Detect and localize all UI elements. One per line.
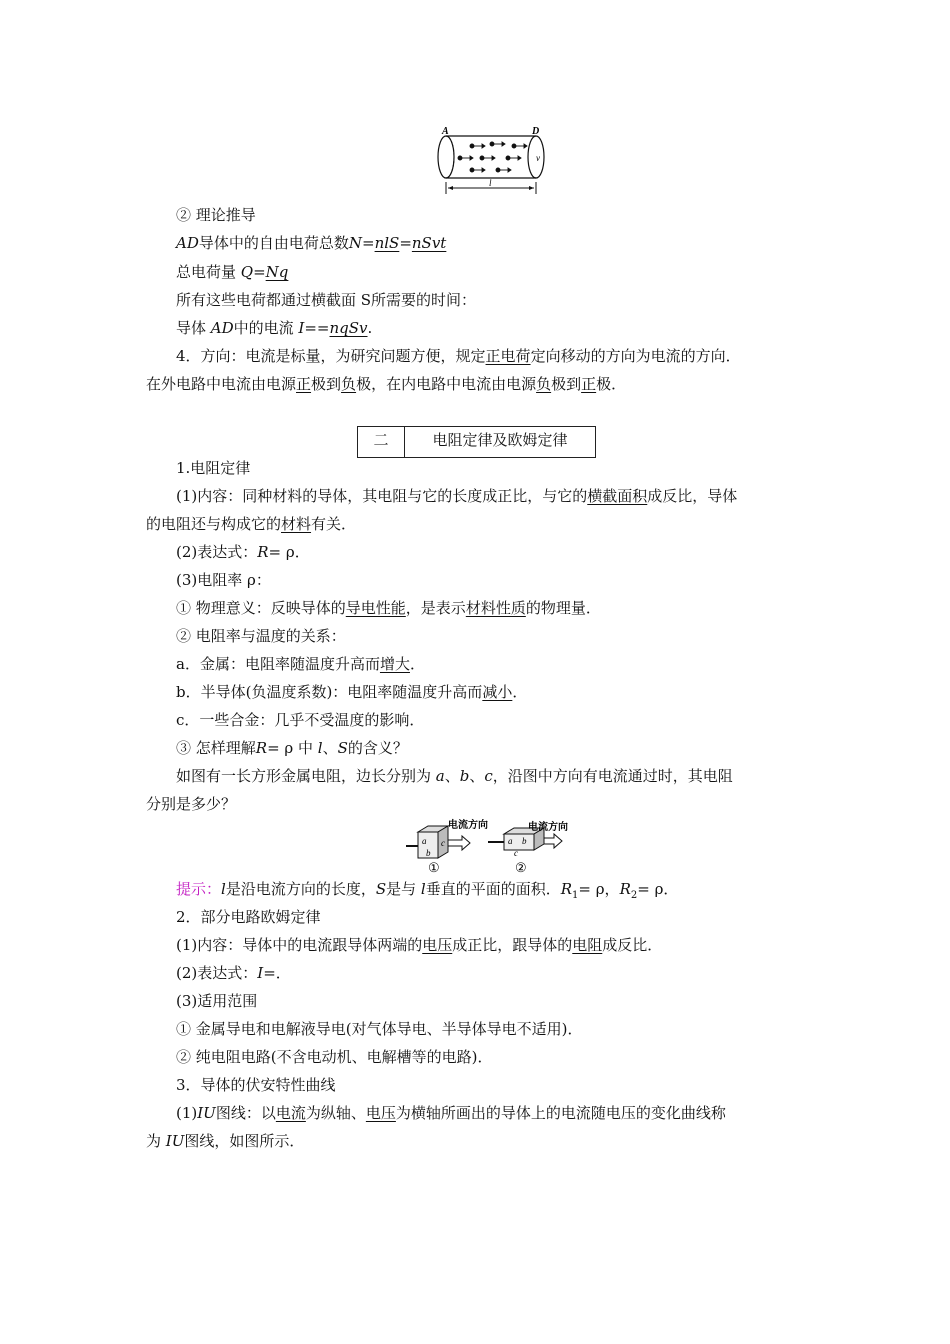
block-1 <box>406 818 488 875</box>
direction-line-1: 4．方向：电流是标量，为研究问题方便，规定正电荷定向移动的方向为电流的方向． <box>176 347 741 365</box>
label-d: D <box>532 126 540 137</box>
ohm-content: (1)内容：导体中的电流跟导体两端的电压成正比，跟导体的电阻成反比． <box>176 936 663 954</box>
label-l: l <box>489 178 492 188</box>
flow-label-2: 电流方向 <box>528 822 568 833</box>
semiconductor-line: b．半导体(负温度系数)：电阻率随温度升高而减小． <box>176 683 528 701</box>
ohm-scope-2: ② 纯电阻电路(不含电动机、电解槽等的电路)． <box>176 1048 493 1066</box>
charge-count-line: AD导体中的自由电荷总数N=nlS=nSvt <box>176 234 447 252</box>
iv-line-2: 为 IU图线，如图所示． <box>146 1132 305 1150</box>
derivation-heading: ② 理论推导 <box>176 206 256 224</box>
section-heading-box <box>357 426 596 458</box>
total-charge-line: 总电荷量 Q=Nq <box>176 263 289 281</box>
flow-label-1: 电流方向 <box>448 820 488 831</box>
temperature-heading: ② 电阻率与温度的关系： <box>176 627 346 645</box>
alloy-line: c．一些合金：几乎不受温度的影响． <box>176 711 425 729</box>
block-resistor-figure <box>404 816 584 876</box>
ohm-scope: (3)适用范围 <box>176 992 258 1010</box>
hint-label: 提示： <box>176 880 222 898</box>
resistance-content-2: 的电阻还与构成它的材料有关． <box>146 515 357 533</box>
resistance-law-heading: 1.电阻定律 <box>176 459 251 477</box>
question-line-2: 分别是多少？ <box>146 795 237 813</box>
ohm-expression: (2)表达式：I=． <box>176 964 291 982</box>
block2-a: a <box>508 836 513 846</box>
block1-a: a <box>422 836 427 846</box>
block-2 <box>488 820 568 875</box>
metal-line: a．金属：电阻率随温度升高而增大． <box>176 655 425 673</box>
resistivity-meaning: ① 物理意义：反映导体的导电性能，是表示材料性质的物理量． <box>176 599 601 617</box>
section-number: 二 <box>358 427 405 457</box>
ohm-scope-1: ① 金属导电和电解液导电(对气体导电、半导体导电不适用)． <box>176 1020 583 1038</box>
understand-line: ③ 怎样理解R= ρ 中 l、S的含义？ <box>176 739 408 757</box>
hint-line: 提示：l是沿电流方向的长度，S是与 l垂直的平面的面积．$R_1= \rho$，$R_2= \rho$． <box>176 880 679 901</box>
block1-c: c <box>441 838 445 848</box>
question-line-1: 如图有一长方形金属电阻，边长分别为 a、b、c，沿图中方向有电流通过时，其电阻 <box>176 767 733 785</box>
section-title: 电阻定律及欧姆定律 <box>432 431 568 449</box>
ohm-heading: 2．部分电路欧姆定律 <box>176 908 321 926</box>
label-a: A <box>442 126 449 137</box>
block1-b: b <box>426 848 431 858</box>
current-line: 导体 AD中的电流 I==nqSv. <box>176 319 373 337</box>
time-line: 所有这些电荷都通过横截面 S所需要的时间： <box>176 291 477 309</box>
figure-number-2: ② <box>515 860 527 875</box>
iv-heading: 3．导体的伏安特性曲线 <box>176 1076 336 1094</box>
label-v: v <box>536 153 540 163</box>
conductor-figure <box>432 124 552 196</box>
resistance-content-1: (1)内容：同种材料的导体，其电阻与它的长度成正比，与它的横截面积成反比，导体 <box>176 487 738 505</box>
resistance-expression: (2)表达式：R= ρ． <box>176 543 310 561</box>
iv-line-1: (1)IU图线：以电流为纵轴、电压为横轴所画出的导体上的电流随电压的变化曲线称 <box>176 1104 726 1122</box>
direction-line-2: 在外电路中电流由电源正极到负极，在内电路中电流由电源负极到正极． <box>146 375 627 393</box>
block2-b: b <box>522 836 527 846</box>
block2-c: c <box>514 848 518 858</box>
figure-number-1: ① <box>428 860 440 875</box>
resistivity-heading: (3)电阻率 ρ： <box>176 571 271 589</box>
